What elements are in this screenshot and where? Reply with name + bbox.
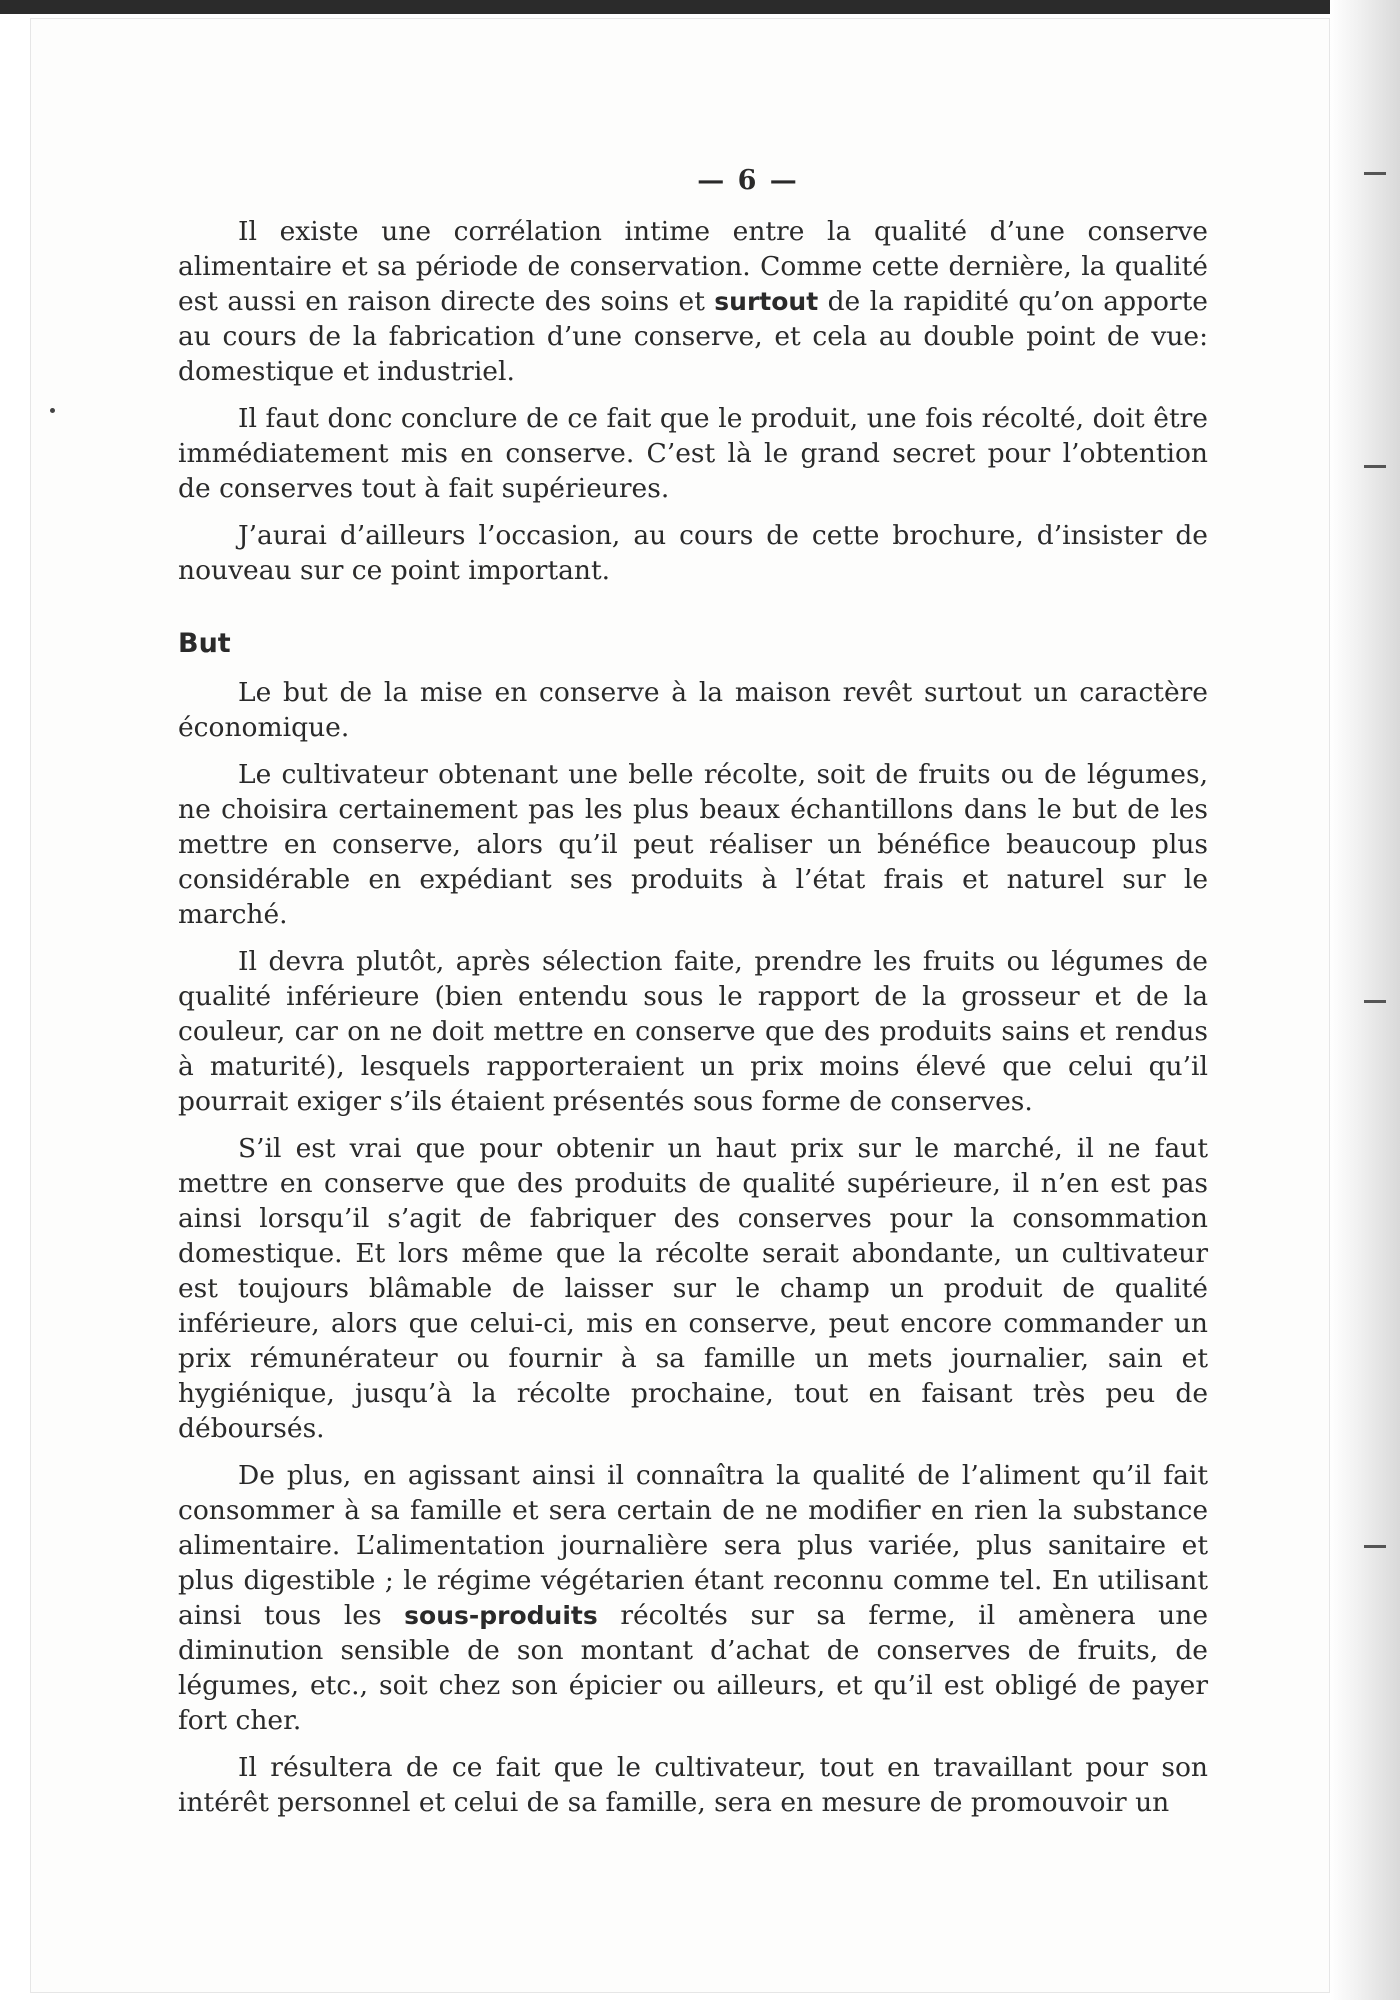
- edge-mark: [1364, 1545, 1386, 1548]
- scan-speck: [50, 408, 55, 413]
- text-run: Il existe une corrélation intime entre la qualité d’une conserve alimentaire et sa période de conservation. Comme cette dernière, la qualité est aussi en raison directe des soins et: [178, 216, 1208, 317]
- scan-top-border: [0, 0, 1400, 14]
- emphasis-surtout: surtout: [714, 287, 819, 316]
- text-run: De plus, en agissant ainsi il connaîtra la qualité de l’aliment qu’il fait consommer à sa famille et sera certain de ne modifier en rien la substance alimentaire. L’alimentation journalière sera plus variée, plus sanitaire et plus digestible ; le régime végétarien étant reconnu comme tel. En utilisant ainsi tous les: [178, 1460, 1208, 1631]
- section-paragraph-3: Il devra plutôt, après sélection faite, prendre les fruits ou légumes de qualité inférieure (bien entendu sous le rapport de la grosseur et de la couleur, car on ne doit mettre en conserve que des produits sains et rendus à maturité), lesquels rapporteraient un prix moins élevé que celui qu’il pourrait exiger s’ils étaient présentés sous forme de conserves.: [178, 946, 1208, 1117]
- intro-paragraph-3: J’aurai d’ailleurs l’occasion, au cours de cette brochure, d’insister de nouveau sur ce point important.: [178, 520, 1208, 586]
- section-heading: But: [178, 628, 231, 659]
- edge-mark: [1364, 1000, 1386, 1003]
- section-paragraph-4: S’il est vrai que pour obtenir un haut prix sur le marché, il ne faut mettre en conserve que des produits de qualité supérieure, il n’en est pas ainsi lorsqu’il s’agit de fabriquer des conserves pour la consommation domestique. Et lors même que la récolte serait abondante, un cultivateur est toujours blâmable de laisser sur le champ un produit de qualité inférieure, alors que celui-ci, mis en conserve, peut encore commander un prix rémunérateur ou fournir à sa famille un mets journalier, sain et hygiénique, jusqu’à la récolte prochaine, tout en faisant très peu de déboursés.: [178, 1133, 1208, 1444]
- page-number: — 6 —: [697, 165, 799, 196]
- edge-mark: [1364, 172, 1386, 175]
- page-content: [178, 165, 1208, 1832]
- text-run: de la rapidité qu’on apporte au cours de la fabrication d’une conserve, et cela au double point de vue: domestique et industriel.: [178, 286, 1208, 387]
- section-paragraph-2: Le cultivateur obtenant une belle récolte, soit de fruits ou de légumes, ne choisira certainement pas les plus beaux échantillons dans le but de les mettre en conserve, alors qu’il peut réaliser un bénéfice beaucoup plus considérable en expédiant ses produits à l’état frais et naturel sur le marché.: [178, 759, 1208, 930]
- section-paragraph-1: Le but de la mise en conserve à la maison revêt surtout un caractère économique.: [178, 677, 1208, 743]
- emphasis-sous-produits: sous-produits: [404, 1601, 598, 1630]
- page-edge-shadow: [1330, 0, 1400, 2000]
- section-paragraph-6: Il résultera de ce fait que le cultivateur, tout en travaillant pour son intérêt personnel et celui de sa famille, sera en mesure de promouvoir un: [178, 1752, 1208, 1818]
- text-run: récoltés sur sa ferme, il amènera une diminution sensible de son montant d’achat de conserves de fruits, de légumes, etc., soit chez son épicier ou ailleurs, et qu’il est obligé de payer fort cher.: [178, 1600, 1208, 1736]
- intro-paragraph-1: [178, 214, 1208, 389]
- intro-paragraph-2: Il faut donc conclure de ce fait que le produit, une fois récolté, doit être immédiatement mis en conserve. C’est là le grand secret pour l’obtention de conserves tout à fait supérieures.: [178, 403, 1208, 504]
- section-paragraph-5: [178, 1458, 1208, 1738]
- edge-mark: [1364, 465, 1386, 468]
